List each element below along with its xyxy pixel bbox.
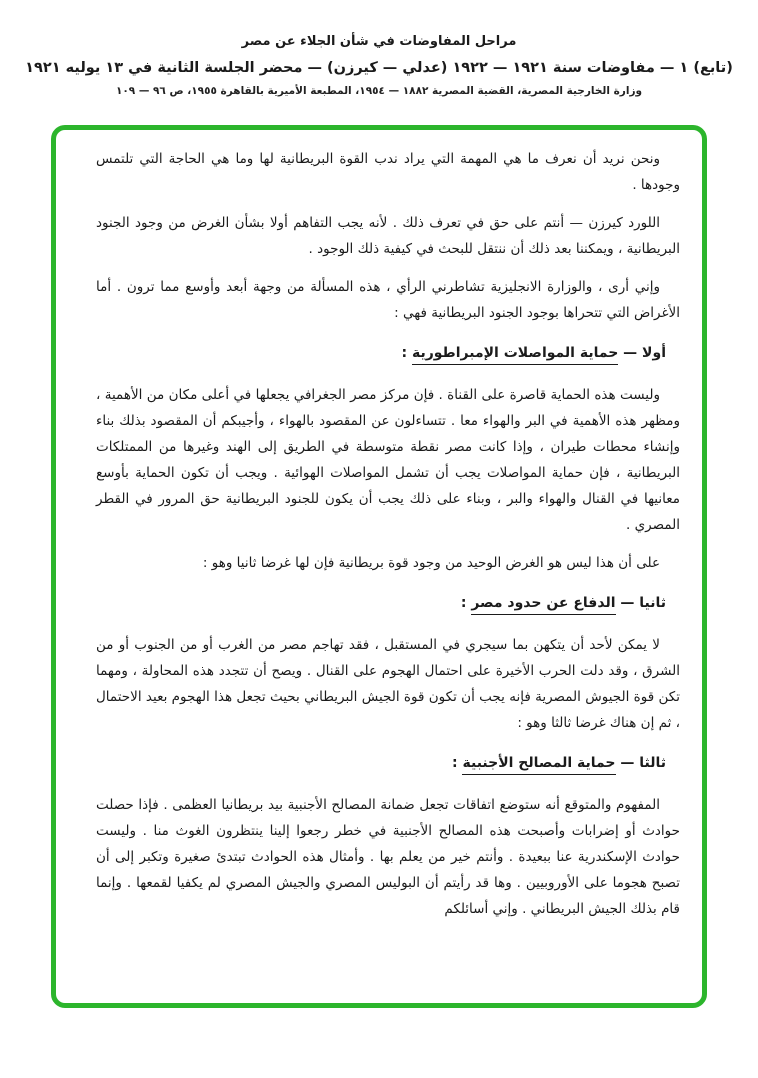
- section-ordinal-second: ثانيا —: [615, 595, 666, 611]
- paragraph-purposes-intro: وإني أرى ، والوزارة الانجليزية تشاطرني الرأي ، هذه المسألة من وجهة أبعد وأوسع مما ترون . أما الأغراض التي تتحراها بوجود الجنود البريطانية فهي :: [96, 279, 680, 321]
- paragraph-second-purpose-intro: على أن هذا ليس هو الغرض الوحيد من وجود قوة بريطانية فإن لها غرضا ثانيا وهو :: [202, 555, 660, 571]
- paragraph-foreign-interests: المفهوم والمتوقع أنه ستوضع اتفاقات تجعل ضمانة المصالح الأجنبية بيد بريطانيا العظمى . فإذا حصلت حوادث أو إضرابات وأصبحت هذه المصالح الأجنبية في خطر رجعوا إلينا ينتظرون الغوث منا . وليست حوادث الإسكندرية عنا ببعيدة . وأنتم خير من يعلم بها . وأمثال هذه الحوادث تبتدئ صغيرة وتكبر إلى أن تصبح هجوما على الأوروبيين . وها قد رأيتم أن البوليس المصري والجيش المصري لم يكفيا لقمعها . وإنما قام بذلك الجيش البريطاني . وإني أسائلكم: [96, 797, 680, 917]
- section-title-border-defense: الدفاع عن حدود مصر: [471, 595, 615, 615]
- paragraph-canal-protection: وليست هذه الحماية قاصرة على القناة . فإن مركز مصر الجغرافي يجعلها في أعلى مكان من الأهمية ، ومظهر هذه الأهمية في البر والهواء معا . تتساءلون عن المقصود بالهواء ، وأجيبكم أن المقصود بذلك بناء وإنشاء محطات طيران ، وإذا كانت مصر نقطة متوسطة في الطريق إلى الهند وغيرها من الممتلكات البريطانية ، فإن حماية المواصلات يجب أن تشمل المواصلات الهوائية . ويجب أن تكون الحماية بأوسع معانيها في القنال والهواء والبر ، وبناء على ذلك يجب أن يكون للجنود البريطانية حق المرور في القطر المصري .: [96, 387, 680, 533]
- section-ordinal-first: أولا —: [618, 345, 666, 361]
- section-heading-second: [96, 590, 666, 616]
- document-header: [0, 0, 758, 97]
- section-title-foreign-interests: حماية المصالح الأجنبية: [462, 755, 615, 775]
- document-title: مراحل المفاوضات في شأن الجلاء عن مصر: [241, 34, 517, 49]
- section-colon: :: [401, 345, 412, 361]
- document-subtitle: (تابع) ١ — مفاوضات سنة ١٩٢١ — ١٩٢٢ (عدلي — كيرزن) — محضر الجلسة الثانية في ١٣ يوليه ١٩٢١: [25, 60, 733, 76]
- section-title-imperial-communications: حماية المواصلات الإمبراطورية: [412, 345, 618, 365]
- section-colon: :: [452, 755, 463, 771]
- paragraph-intro: ونحن نريد أن نعرف ما هي المهمة التي يراد ندب القوة البريطانية لها وما هي الحاجة التي تلتمس وجودها .: [96, 151, 680, 193]
- section-heading-first: [96, 340, 666, 366]
- section-colon: :: [460, 595, 472, 611]
- green-annotation-box: [51, 125, 707, 1008]
- section-heading-third: [96, 750, 666, 776]
- section-ordinal-third: ثالثا —: [615, 755, 666, 771]
- paragraph-defense: لا يمكن لأحد أن يتكهن بما سيجري في المستقبل ، فقد تهاجم مصر من الغرب أو من الجنوب أو من الشرق ، وقد دلت الحرب الأخيرة على احتمال الهجوم على القنال . ويصح أن تتجدد هذه المحاولة ، ومهما تكن قوة الجيوش المصرية فإنه يجب أن تكون قوة الجيش البريطاني بحيث تجعل هذا الهجوم بعيد الاحتمال ، ثم إن هناك غرضا ثالثا وهو :: [96, 637, 680, 731]
- paragraph-lord-curzon: اللورد كيرزن — أنتم على حق في تعرف ذلك . لأنه يجب التفاهم أولا بشأن الغرض من وجود الجنود البريطانية ، ويمكننا بعد ذلك أن ننتقل للبحث في كيفية ذلك الوجود .: [96, 215, 680, 257]
- document-source-line: وزارة الخارجية المصرية، القضية المصرية ١٨٨٢ — ١٩٥٤، المطبعة الأميرية بالقاهرة ١٩٥٥، ص ٩٦ — ١٠٩: [115, 85, 643, 97]
